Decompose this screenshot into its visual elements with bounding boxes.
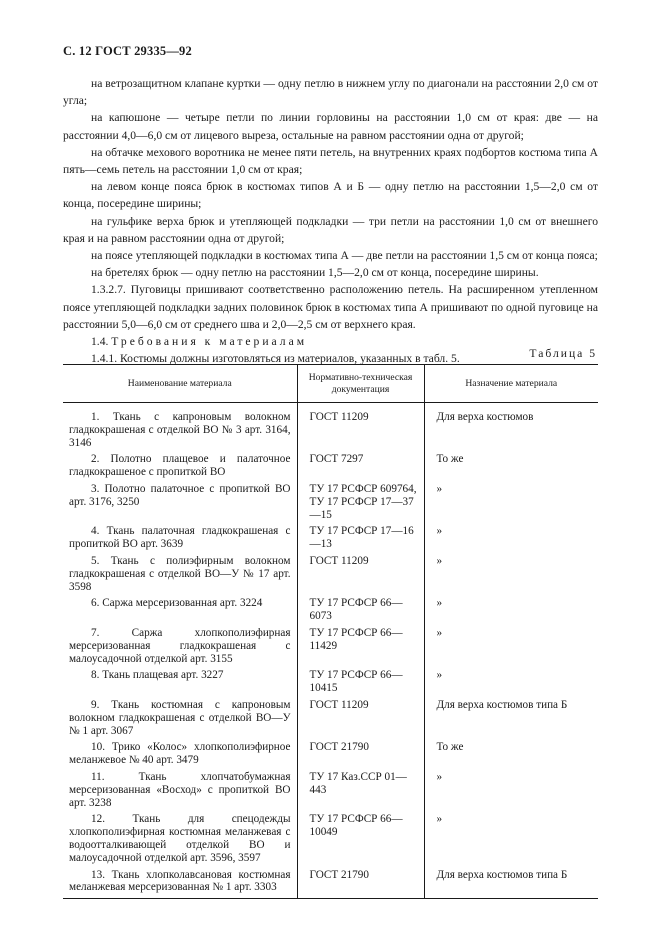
section-number: 1.4. — [91, 335, 109, 349]
material-name-cell: 11. Ткань хлопчатобумажная мерсеризованная «Восход» с пропиткой ВО арт. 3238 — [63, 771, 297, 813]
purpose-cell: » — [436, 554, 443, 567]
table-row — [63, 597, 598, 627]
table-row — [63, 869, 598, 899]
paragraph: 1.3.2.7. Пуговицы пришивают соответственно расположению петель. На расширенном утепленном поясе утепляющей подкладки задних половинок брюк в костюмах типа А пришивают по одной пуговице на расстоянии 5,0—6,0 см от среднего шва и 2,0—2,5 см от верхнего края. — [63, 283, 598, 331]
table-row — [63, 741, 598, 771]
doc-cell: ТУ 17 РСФСР 609764, ТУ 17 РСФСР 17—37—15 — [297, 483, 424, 525]
purpose-cell: Для верха костюмов типа Б — [436, 698, 568, 711]
purpose-cell: » — [436, 770, 443, 783]
purpose-cell: » — [436, 525, 443, 538]
paragraph: на ветрозащитном клапане куртки — одну петлю в нижнем углу по диагонали на расстоянии 2,0 см от угла; — [63, 77, 598, 108]
doc-cell: ТУ 17 РСФСР 66—10049 — [297, 813, 424, 868]
material-name-cell: 5. Ткань с полиэфирным волокном гладкокрашеная с отделкой ВО—У № 17 арт. 3598 — [63, 555, 297, 597]
material-name-cell: 2. Полотно плащевое и палаточное гладкокрашеное с пропиткой ВО — [63, 453, 297, 483]
material-name-cell: 7. Саржа хлопкополиэфирная мерсеризованная гладкокрашеная с малоусадочной отделкой арт. 3155 — [63, 627, 297, 669]
table-row — [63, 699, 598, 741]
column-header: Наименование материала — [63, 365, 297, 403]
table-row — [63, 627, 598, 669]
section-title: Требования к материалам — [111, 335, 308, 349]
paragraph: на капюшоне — четыре петли по линии горловины на расстоянии 1,0 см от края: две — на расстоянии 4,0—6,0 см от лицевого выреза, остальные на равном расстоянии одна от другой; — [63, 111, 598, 142]
table-caption: Таблица 5 — [529, 347, 597, 360]
material-name-cell: 8. Ткань плащевая арт. 3227 — [63, 669, 297, 699]
paragraph: на бретелях брюк — одну петлю на расстоянии 1,5—2,0 см от конца, посередине ширины. — [91, 266, 539, 280]
purpose-cell: » — [436, 482, 443, 495]
doc-cell: ТУ 17 РСФСР 66—11429 — [297, 627, 424, 669]
doc-cell: ГОСТ 11209 — [297, 699, 424, 741]
purpose-cell: Для верха костюмов типа Б — [424, 869, 598, 899]
material-name-cell: 4. Ткань палаточная гладкокрашеная с пропиткой ВО арт. 3639 — [63, 525, 297, 555]
doc-cell: ГОСТ 11209 — [297, 555, 424, 597]
purpose-cell: Для верха костюмов — [436, 411, 534, 423]
material-name-cell: 9. Ткань костюмная с капроновым волокном гладкокрашеная с отделкой ВО—У № 1 арт. 3067 — [63, 699, 297, 741]
table-row — [63, 555, 598, 597]
column-header: Назначение материала — [424, 365, 598, 403]
column-header: Нормативно-техническая документация — [297, 365, 424, 403]
table-row — [63, 813, 598, 868]
body-text — [63, 75, 598, 367]
table-row — [63, 525, 598, 555]
material-name-cell: 3. Полотно палаточное с пропиткой ВО арт. 3176, 3250 — [63, 483, 297, 525]
purpose-cell: » — [436, 813, 443, 826]
table-row — [63, 453, 598, 483]
paragraph: на обтачке мехового воротника не менее пяти петель, на внутренних краях подбортов костюма типа А пять—семь петель на расстоянии 1,0 см от края; — [63, 145, 598, 177]
paragraph: на левом конце пояса брюк в костюмах типов А и Б — одну петлю на расстоянии 1,5—2,0 см от конца, посередине ширины; — [63, 180, 598, 211]
paragraph: 1.4.1. Костюмы должны изготовляться из материалов, указанных в табл. 5. — [91, 352, 460, 366]
material-name-cell: 12. Ткань для спецодежды хлопкополиэфирная костюмная меланжевая с водоотталкивающей отделкой ВО и малоусадочной отделкой арт. 3596, 3597 — [63, 813, 297, 868]
purpose-cell: То же — [436, 453, 464, 466]
material-name-cell: 6. Саржа мерсеризованная арт. 3224 — [63, 597, 297, 627]
doc-cell: ТУ 17 РСФСР 66—10415 — [297, 669, 424, 699]
paragraph: на поясе утепляющей подкладки в костюмах типа А — две петли на расстоянии 1,5 см от конца пояса; — [91, 249, 598, 263]
materials-table — [63, 364, 598, 899]
doc-cell: ТУ 17 Каз.ССР 01—443 — [297, 771, 424, 813]
page-header: С. 12 ГОСТ 29335—92 — [63, 44, 192, 58]
table-row — [63, 669, 598, 699]
purpose-cell: » — [436, 669, 443, 682]
material-name-cell: 1. Ткань с капроновым волокном гладкокрашеная с отделкой ВО № 3 арт. 3164, 3146 — [63, 403, 297, 454]
table-row — [63, 771, 598, 813]
doc-cell: ГОСТ 21790 — [297, 869, 424, 899]
doc-cell: ГОСТ 7297 — [297, 453, 424, 483]
doc-cell: ГОСТ 11209 — [297, 403, 424, 454]
doc-cell: ТУ 17 РСФСР 17—16—13 — [297, 525, 424, 555]
material-name-cell: 13. Ткань хлопколавсановая костюмная меланжевая мерсеризованная № 1 арт. 3303 — [63, 869, 297, 899]
table-row — [63, 483, 598, 525]
purpose-cell: » — [436, 597, 443, 610]
paragraph: на гульфике верха брюк и утепляющей подкладки — три петли на расстоянии 1,0 см от внешнего края и на равном расстоянии одна от другой; — [63, 214, 598, 245]
purpose-cell: » — [436, 626, 443, 639]
table-row — [63, 403, 598, 454]
table-header-row — [63, 365, 598, 403]
doc-cell: ТУ 17 РСФСР 66—6073 — [297, 597, 424, 627]
doc-cell: ГОСТ 21790 — [297, 741, 424, 771]
material-name-cell: 10. Трико «Колос» хлопкополиэфирное меланжевое № 40 арт. 3479 — [63, 741, 297, 771]
section-heading — [63, 333, 598, 350]
purpose-cell: То же — [436, 741, 464, 754]
